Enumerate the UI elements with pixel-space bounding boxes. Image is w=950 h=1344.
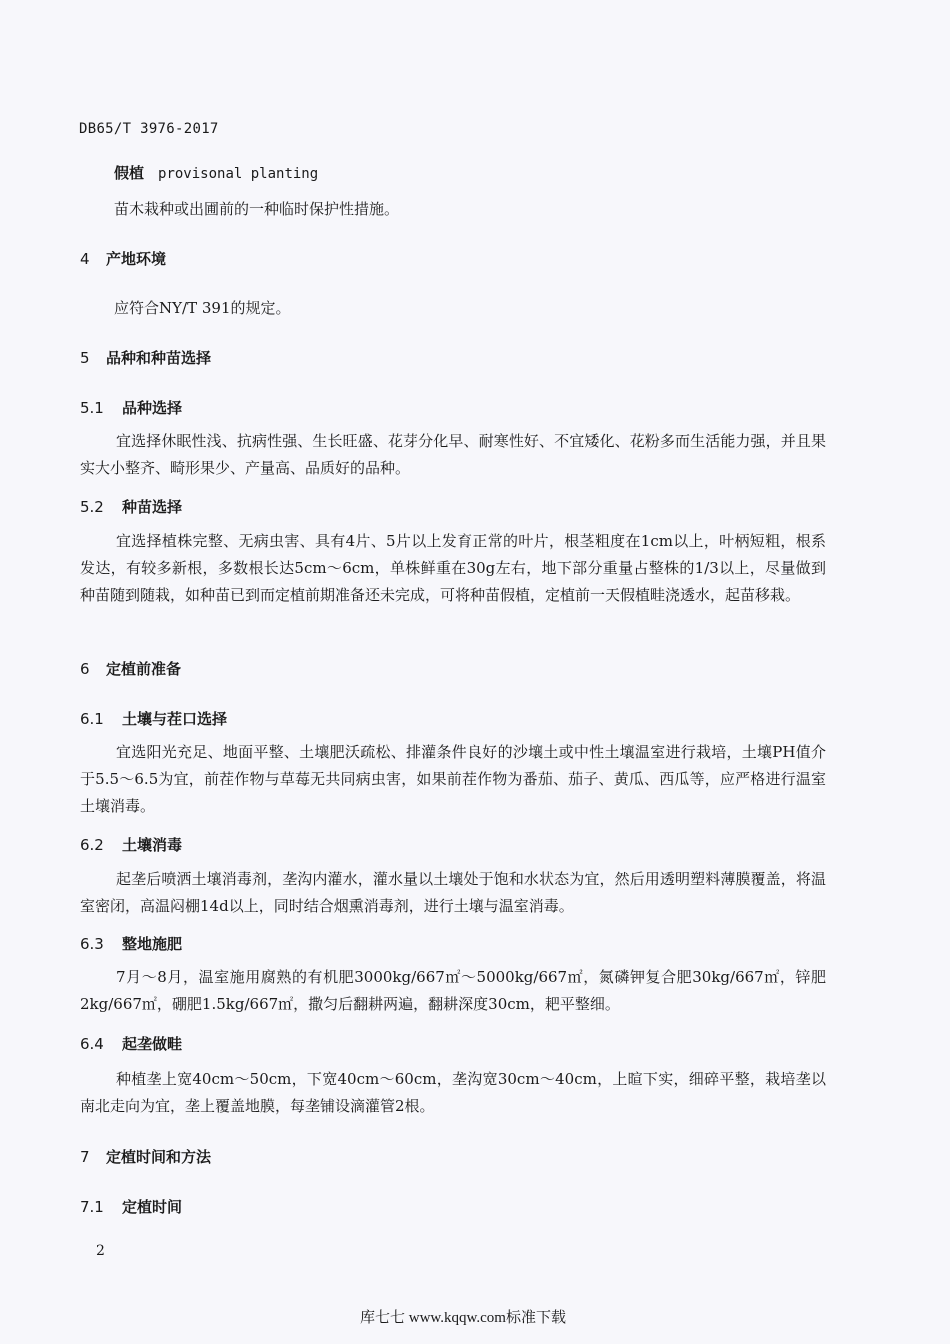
section-number: 5 <box>80 349 90 367</box>
section-title: 品种和种苗选择 <box>106 349 212 367</box>
section-5-1-heading <box>80 397 182 418</box>
section-6-3-heading <box>80 933 182 954</box>
term-english: provisonal planting <box>158 166 319 182</box>
subsection-number: 6.1 <box>80 710 104 728</box>
section-7-1-heading <box>80 1196 182 1217</box>
term-chinese: 假植 <box>114 164 145 182</box>
subsection-number: 6.4 <box>80 1035 104 1053</box>
page-number: 2 <box>96 1243 105 1259</box>
section-6-1-heading <box>80 708 227 729</box>
subsection-number: 5.1 <box>80 399 104 417</box>
section-6-4-paragraph: 种植垄上宽40cm～50cm，下宽40cm～60cm，垄沟宽30cm～40cm，上暄下实，细碎平整，栽培垄以南北走向为宜，垄上覆盖地膜，每垄铺设滴灌管2根。 <box>80 1070 826 1115</box>
section-5-2-paragraph: 宜选择植株完整、无病虫害、具有4片、5片以上发育正常的叶片，根茎粗度在1cm以上，叶柄短粗，根系发达，有较多新根，多数根长达5cm～6cm，单株鲜重在30g左右，地下部分重量占整株的1/3以上，尽量做到种苗随到随栽，如种苗已到而定植前期准备还未完成，可将种苗假植，定植前一天假植畦浇透水，起苗移栽。 <box>80 532 826 604</box>
subsection-title: 品种选择 <box>122 399 183 417</box>
term-definition: 苗木栽种或出圃前的一种临时保护性措施。 <box>114 200 400 218</box>
subsection-title: 土壤与茬口选择 <box>122 710 228 728</box>
subsection-title: 种苗选择 <box>122 498 183 516</box>
term-entry <box>114 162 318 183</box>
section-6-2-heading <box>80 834 182 855</box>
section-5-heading <box>80 347 211 368</box>
section-title: 产地环境 <box>106 250 167 268</box>
section-4-text: 应符合NY/T 391的规定。 <box>114 299 291 317</box>
section-6-1-paragraph: 宜选阳光充足、地面平整、土壤肥沃疏松、排灌条件良好的沙壤土或中性土壤温室进行栽培，土壤PH值介于5.5～6.5为宜，前茬作物与草莓无共同病虫害，如果前茬作物为番茄、茄子、黄瓜、西瓜等，应严格进行温室土壤消毒。 <box>80 743 826 815</box>
section-6-heading <box>80 658 181 679</box>
subsection-number: 5.2 <box>80 498 104 516</box>
section-5-2-heading <box>80 496 182 517</box>
footer-watermark: 库七七 www.kqqw.com标准下载 <box>360 1310 566 1326</box>
section-title: 定植前准备 <box>106 660 182 678</box>
subsection-title: 定植时间 <box>122 1198 183 1216</box>
section-6-2-paragraph: 起垄后喷洒土壤消毒剂，垄沟内灌水，灌水量以土壤处于饱和水状态为宜，然后用透明塑料薄膜覆盖，将温室密闭，高温闷棚14d以上，同时结合烟熏消毒剂，进行土壤与温室消毒。 <box>80 870 826 915</box>
section-title: 定植时间和方法 <box>106 1148 212 1166</box>
section-5-1-paragraph: 宜选择休眠性浅、抗病性强、生长旺盛、花芽分化早、耐寒性好、不宜矮化、花粉多而生活能力强，并且果实大小整齐、畸形果少、产量高、品质好的品种。 <box>80 432 826 477</box>
section-6-4-heading <box>80 1033 182 1054</box>
section-number: 7 <box>80 1148 90 1166</box>
section-number: 6 <box>80 660 90 678</box>
section-7-heading <box>80 1146 211 1167</box>
subsection-title: 整地施肥 <box>122 935 183 953</box>
section-4-heading <box>80 248 166 269</box>
subsection-number: 6.2 <box>80 836 104 854</box>
section-6-3-paragraph: 7月～8月，温室施用腐熟的有机肥3000kg/667㎡～5000kg/667㎡，氮磷钾复合肥30kg/667㎡，锌肥2kg/667㎡，硼肥1.5kg/667㎡，撒匀后翻耕两遍，翻耕深度30cm，耙平整细。 <box>80 968 826 1013</box>
section-number: 4 <box>80 250 90 268</box>
document-id: DB65/T 3976-2017 <box>79 121 219 137</box>
subsection-number: 7.1 <box>80 1198 104 1216</box>
subsection-title: 土壤消毒 <box>122 836 183 854</box>
subsection-title: 起垄做畦 <box>122 1035 183 1053</box>
subsection-number: 6.3 <box>80 935 104 953</box>
